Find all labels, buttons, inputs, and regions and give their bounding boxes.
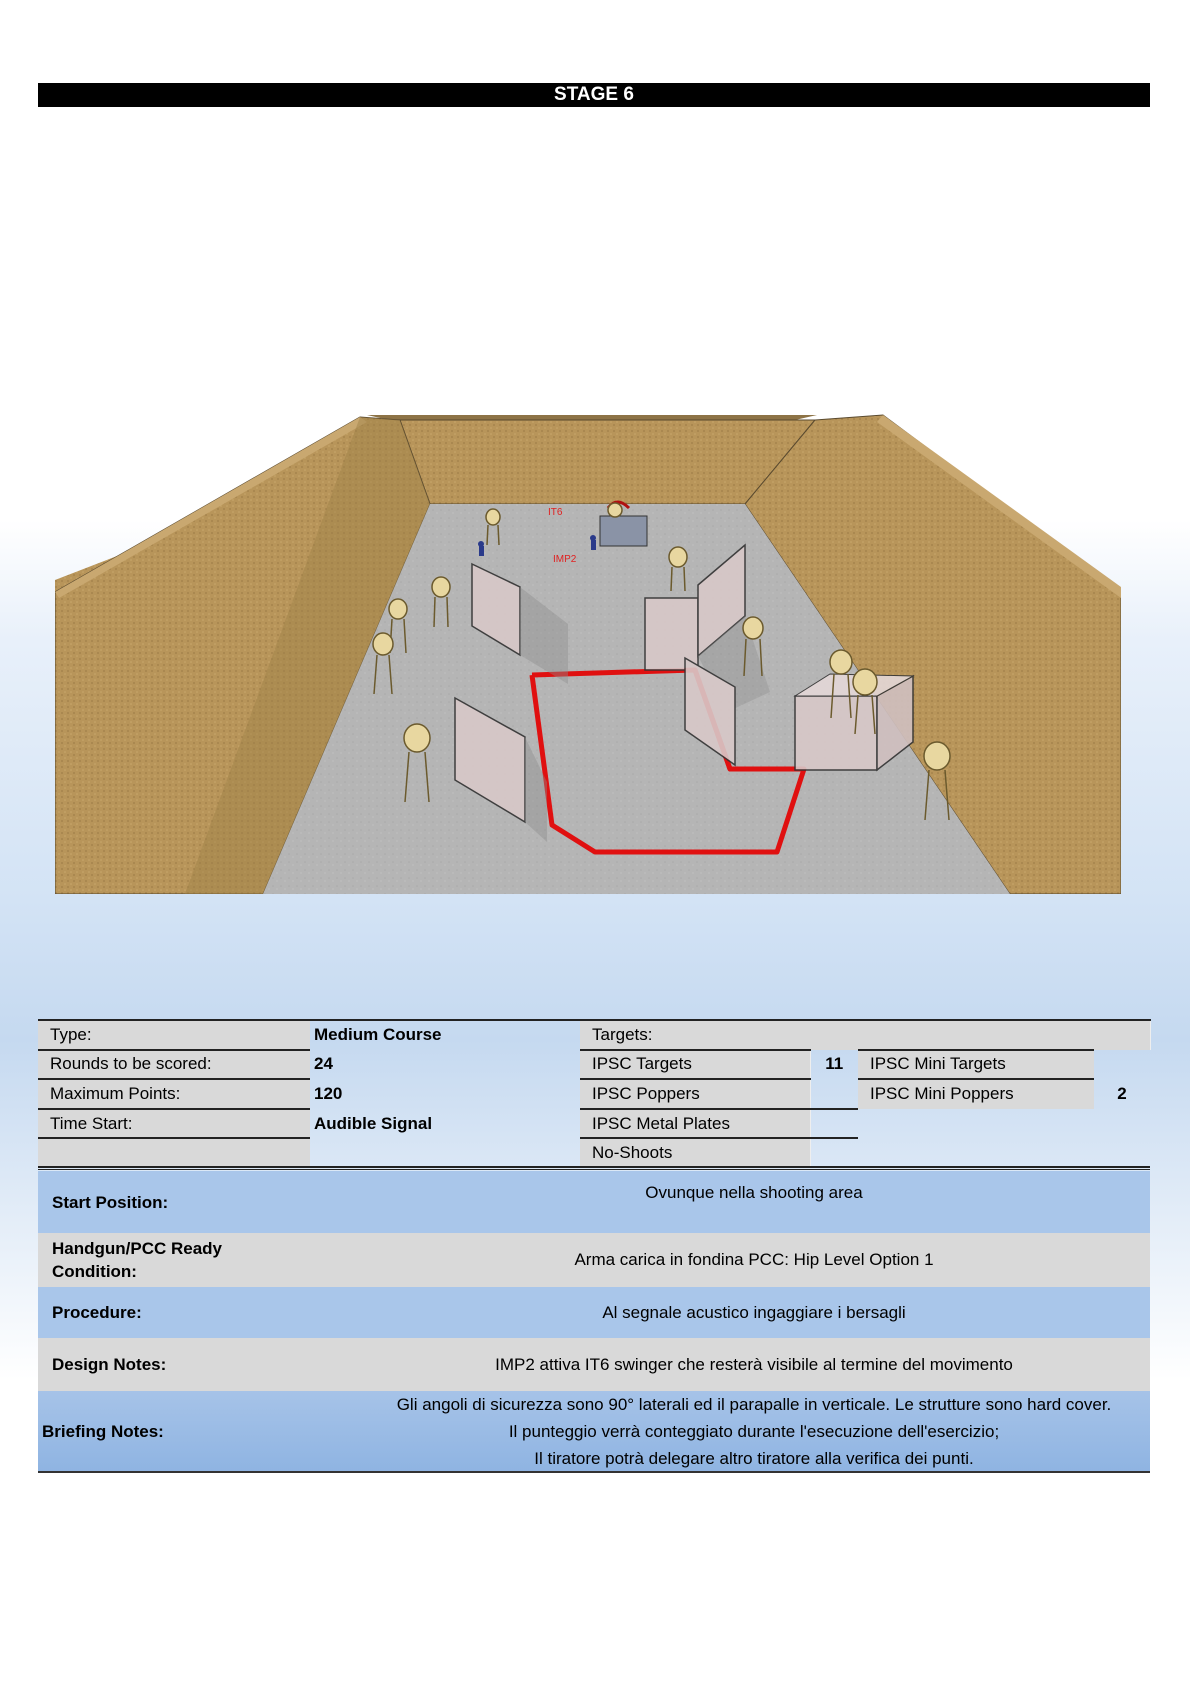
type-value: Medium Course [310,1020,580,1050]
rounds-label: Rounds to be scored: [38,1050,310,1080]
mini-poppers-label: IPSC Mini Poppers [858,1079,1094,1109]
mini-targets-label: IPSC Mini Targets [858,1050,1094,1080]
ipsc-poppers-label: IPSC Poppers [580,1079,810,1109]
ready-condition-label-2: Condition: [52,1262,137,1281]
type-label: Type: [38,1020,310,1050]
start-position-row [38,1171,1150,1233]
stage-title: STAGE 6 [38,83,1150,107]
ipsc-targets-label: IPSC Targets [580,1050,810,1080]
back-wall [400,420,815,504]
start-position-value: Ovunque nella shooting area [645,1183,863,1202]
label-imp2: IMP2 [553,554,577,565]
briefing-line-2: Il punteggio verrà conteggiato durante l'esecuzione dell'esercizio; [508,1422,1000,1441]
targets-label: Targets: [580,1020,1150,1050]
label-it6: IT6 [548,507,563,518]
design-notes-value: IMP2 attiva IT6 swinger che resterà visibile al termine del movimento [495,1355,1013,1374]
ipsc-target-swinger [608,503,622,517]
procedure-label: Procedure: [52,1303,142,1322]
procedure-value: Al segnale acustico ingaggiare i bersagli [602,1303,906,1322]
ipsc-targets-value: 11 [825,1054,844,1074]
design-notes-label: Design Notes: [52,1355,167,1374]
back-panel [600,516,647,546]
briefing-line-3: Il tiratore potrà delegare altro tiratore alla verifica dei punti. [534,1449,974,1468]
time-value: Audible Signal [314,1113,433,1133]
rounds-value: 24 [314,1054,333,1074]
ready-condition-row [38,1233,1150,1287]
ready-condition-value: Arma carica in fondina PCC: Hip Level Option 1 [574,1250,934,1269]
briefing-line-1: Gli angoli di sicurezza sono 90° laterali ed il parapalle in verticale. Le strutture sono hard cover. [396,1395,1112,1414]
procedure-row [38,1287,1150,1338]
stage-info-table [38,1019,1151,1167]
points-value: 120 [314,1083,343,1103]
back-berm [367,415,817,420]
ipsc-metal-label: IPSC Metal Plates [580,1109,810,1139]
ready-condition-label-1: Handgun/PCC Ready [52,1239,223,1258]
design-notes-row [38,1338,1150,1391]
stage-diagram [55,412,1121,894]
points-label: Maximum Points: [38,1079,310,1109]
briefing-notes-row [38,1391,1150,1471]
briefing-notes-label: Briefing Notes: [42,1421,164,1441]
mini-poppers-value: 2 [1117,1083,1127,1103]
no-shoots-label: No-Shoots [580,1138,810,1167]
start-position-label: Start Position: [52,1192,169,1212]
time-label: Time Start: [38,1109,310,1139]
